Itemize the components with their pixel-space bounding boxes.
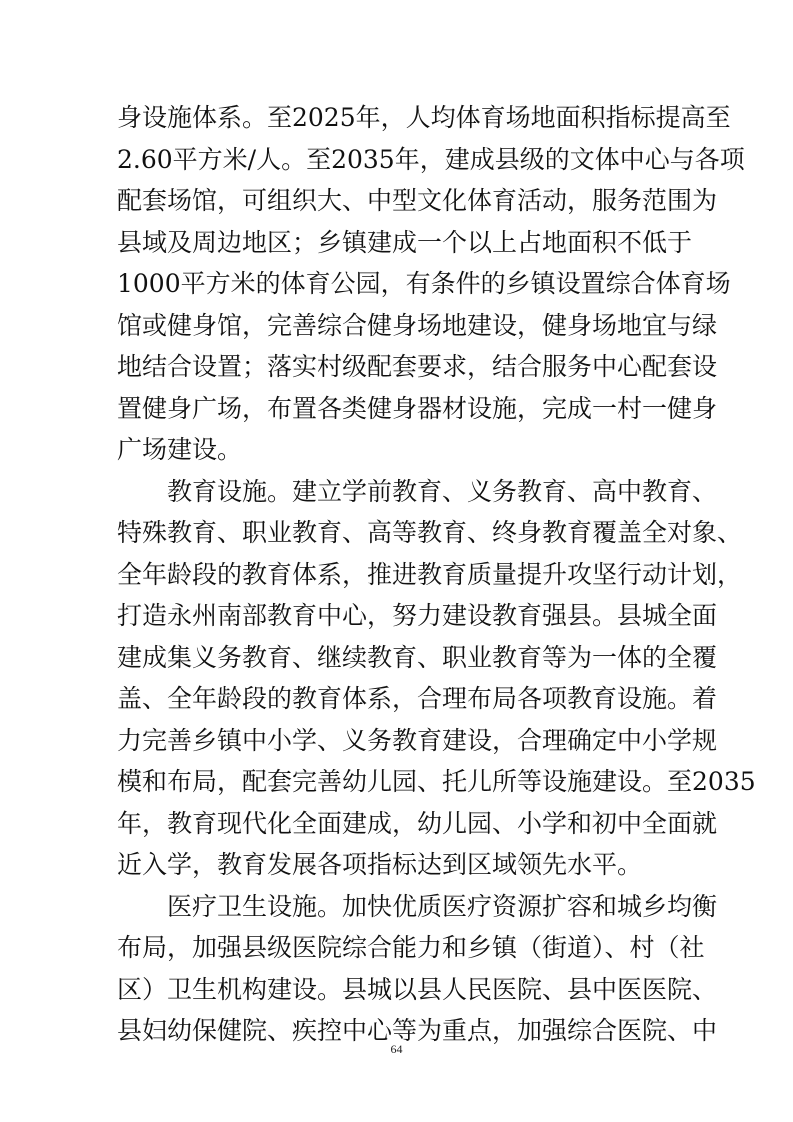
text-line: 区）卫生机构建设。县城以县人民医院、县中医医院、: [117, 974, 718, 1004]
text-line: 全年龄段的教育体系，推进教育质量提升攻坚行动计划，: [117, 559, 743, 589]
text-line: 近入学，教育发展各项指标达到区域领先水平。: [117, 850, 643, 879]
text-line: 县妇幼保健院、疾控中心等为重点，加强综合医院、中: [117, 1016, 718, 1045]
paragraph-start-line: 教育设施。建立学前教育、义务教育、高中教育、: [142, 476, 718, 506]
text-line: 布局，加强县级医院综合能力和乡镇（街道）、村（社: [117, 933, 705, 962]
text-line: 2.60平方米/人。至2035年，建成县级的文体中心与各项: [117, 144, 745, 174]
text-line: 地结合设置；落实村级配套要求，结合服务中心配套设: [117, 352, 718, 381]
text-line: 广场建设。: [117, 435, 243, 464]
text-line: 身设施体系。至2025年，人均体育场地面积指标提高至: [117, 103, 731, 132]
text-line: 力完善乡镇中小学、义务教育建设，合理确定中小学规: [117, 725, 718, 755]
text-line: 特殊教育、职业教育、高等教育、终身教育覆盖全对象、: [117, 518, 743, 547]
text-line: 建成集义务教育、继续教育、职业教育等为一体的全覆: [117, 642, 718, 672]
text-line: 1000平方米的体育公园，有条件的乡镇设置综合体育场: [117, 269, 731, 298]
text-line: 置健身广场，布置各类健身器材设施，完成一村一健身: [117, 393, 718, 423]
paragraph-start-line: 医疗卫生设施。加快优质医疗资源扩容和城乡均衡: [142, 891, 718, 921]
text-line: 打造永州南部教育中心，努力建设教育强县。县城全面: [117, 601, 718, 630]
text-line: 馆或健身馆，完善综合健身场地建设，健身场地宜与绿: [117, 310, 718, 340]
page-number: 64: [390, 1042, 403, 1056]
text-line: 盖、全年龄段的教育体系，合理布局各项教育设施。着: [117, 684, 718, 713]
text-line: 县域及周边地区；乡镇建成一个以上占地面积不低于: [117, 227, 693, 257]
text-line: 配套场馆，可组织大、中型文化体育活动，服务范围为: [117, 186, 718, 215]
text-line: 年，教育现代化全面建成，幼儿园、小学和初中全面就: [117, 808, 718, 838]
text-line: 模和布局，配套完善幼儿园、托儿所等设施建设。至2035: [117, 767, 756, 796]
